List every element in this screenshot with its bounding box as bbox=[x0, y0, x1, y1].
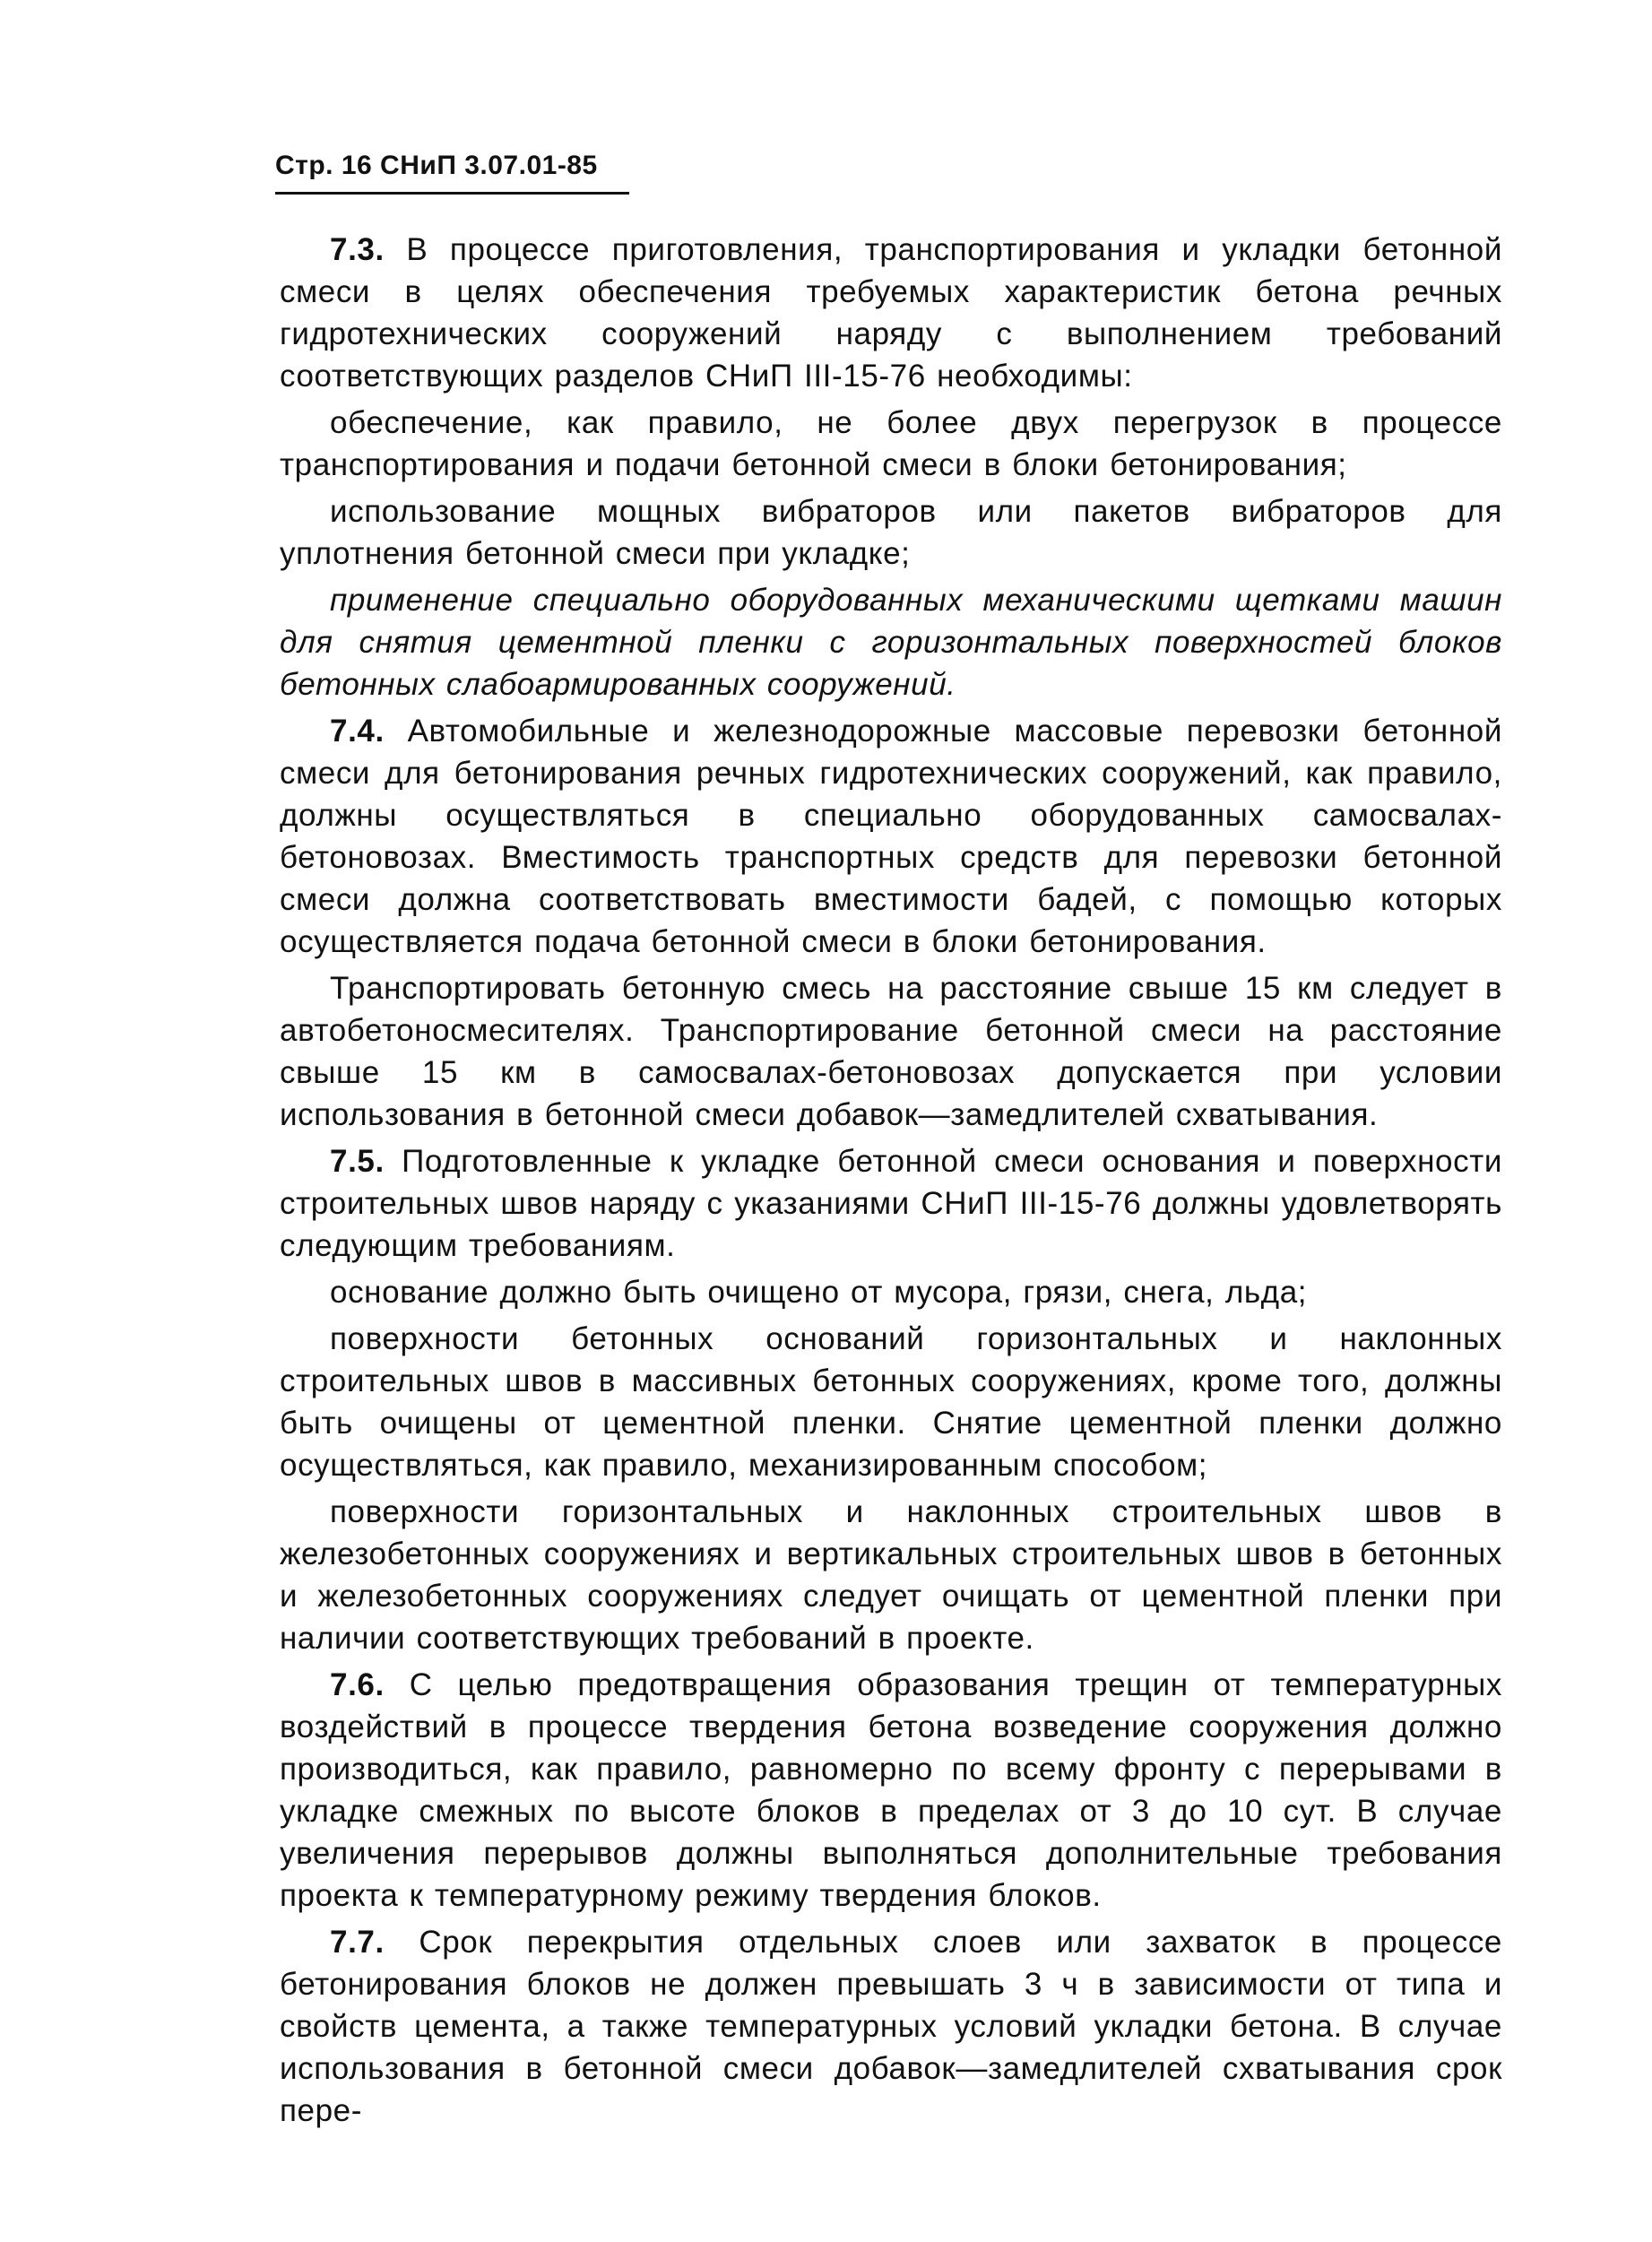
paragraph-text: Транспортировать бетонную смесь на расстояние свыше 15 км следует в автобетоносмесителях. Транспортирование бетонной смеси на расстояние свыше 15 км в самосвалах-бетоновозах допускается при условии использования в бетонной смеси добавок—замедлителей схватывания. bbox=[280, 971, 1502, 1132]
paragraph-text: использование мощных вибраторов или пакетов вибраторов для уплотнения бетонной смеси при укладке; bbox=[280, 494, 1502, 571]
paragraph-text: основание должно быть очищено от мусора, грязи, снега, льда; bbox=[330, 1275, 1308, 1310]
paragraph-text: обеспечение, как правило, не более двух перегрузок в процессе транспортирования и подачи бетонной смеси в блоки бетонирования; bbox=[280, 405, 1502, 482]
clause-number: 7.6. bbox=[330, 1667, 385, 1702]
paragraph-text: поверхности бетонных оснований горизонтальных и наклонных строительных швов в массивных бетонных сооружениях, кроме того, должны быть очищены от цементной пленки. Снятие цементной пленки должно осуществляться, как правило, механизированным способом; bbox=[280, 1321, 1502, 1483]
clause-number: 7.4. bbox=[330, 714, 385, 749]
paragraph-7-5 bbox=[280, 1140, 1502, 1267]
paragraph-item bbox=[280, 1271, 1502, 1313]
paragraph-item bbox=[280, 967, 1502, 1136]
document-body bbox=[280, 229, 1502, 2136]
paragraph-7-6 bbox=[280, 1664, 1502, 1917]
header-rule bbox=[275, 192, 629, 195]
paragraph-item bbox=[280, 490, 1502, 575]
clause-number: 7.3. bbox=[330, 232, 385, 267]
clause-number: 7.5. bbox=[330, 1144, 385, 1179]
paragraph-text: применение специально оборудованных механическими щетками машин для снятия цементной пленки с горизонтальных поверхностей блоков бетонных слабоармированных сооружений. bbox=[280, 583, 1502, 702]
paragraph-7-3 bbox=[280, 229, 1502, 397]
paragraph-7-4 bbox=[280, 710, 1502, 963]
paragraph-text: Срок перекрытия отдельных слоев или захваток в процессе бетонирования блоков не должен превышать 3 ч в зависимости от типа и свойств цемента, а также температурных условий укладки бетона. В случае использования в бетонной смеси добавок—замедлителей схватывания срок пере- bbox=[280, 1925, 1502, 2128]
paragraph-item bbox=[280, 579, 1502, 705]
paragraph-item bbox=[280, 1491, 1502, 1659]
paragraph-item bbox=[280, 1318, 1502, 1486]
paragraph-item bbox=[280, 402, 1502, 486]
paragraph-text: Подготовленные к укладке бетонной смеси основания и поверхности строительных швов наряду с указаниями СНиП III-15-76 должны удовлетворять следующим требованиям. bbox=[280, 1144, 1502, 1263]
paragraph-7-7 bbox=[280, 1921, 1502, 2132]
clause-number: 7.7. bbox=[330, 1925, 385, 1960]
paragraph-text: С целью предотвращения образования трещин от температурных воздействий в процессе твердения бетона возведение сооружения должно производиться, как правило, равномерно по всему фронту с перерывами в укладке смежных по высоте блоков в пределах от 3 до 10 сут. В случае увеличения перерывов должны выполняться дополнительные требования проекта к температурному режиму твердения блоков. bbox=[280, 1667, 1502, 1913]
page-header: Стр. 16 СНиП 3.07.01-85 bbox=[275, 151, 598, 180]
paragraph-text: поверхности горизонтальных и наклонных строительных швов в железобетонных сооружениях и вертикальных строительных швов в бетонных и железобетонных сооружениях следует очищать от цементной пленки при наличии соответствующих требований в проекте. bbox=[280, 1494, 1502, 1656]
paragraph-text: Автомобильные и железнодорожные массовые перевозки бетонной смеси для бетонирования речных гидротехнических сооружений, как правило, должны осуществляться в специально оборудованных самосвалах-бетоновозах. Вместимость транспортных средств для перевозки бетонной смеси должна соответствовать вместимости бадей, с помощью которых осуществляется подача бетонной смеси в блоки бетонирования. bbox=[280, 714, 1502, 959]
paragraph-text: В процессе приготовления, транспортирования и укладки бетонной смеси в целях обеспечения требуемых характеристик бетона речных гидротехнических сооружений наряду с выполнением требований соответствующих разделов СНиП III-15-76 необходимы: bbox=[280, 232, 1502, 394]
